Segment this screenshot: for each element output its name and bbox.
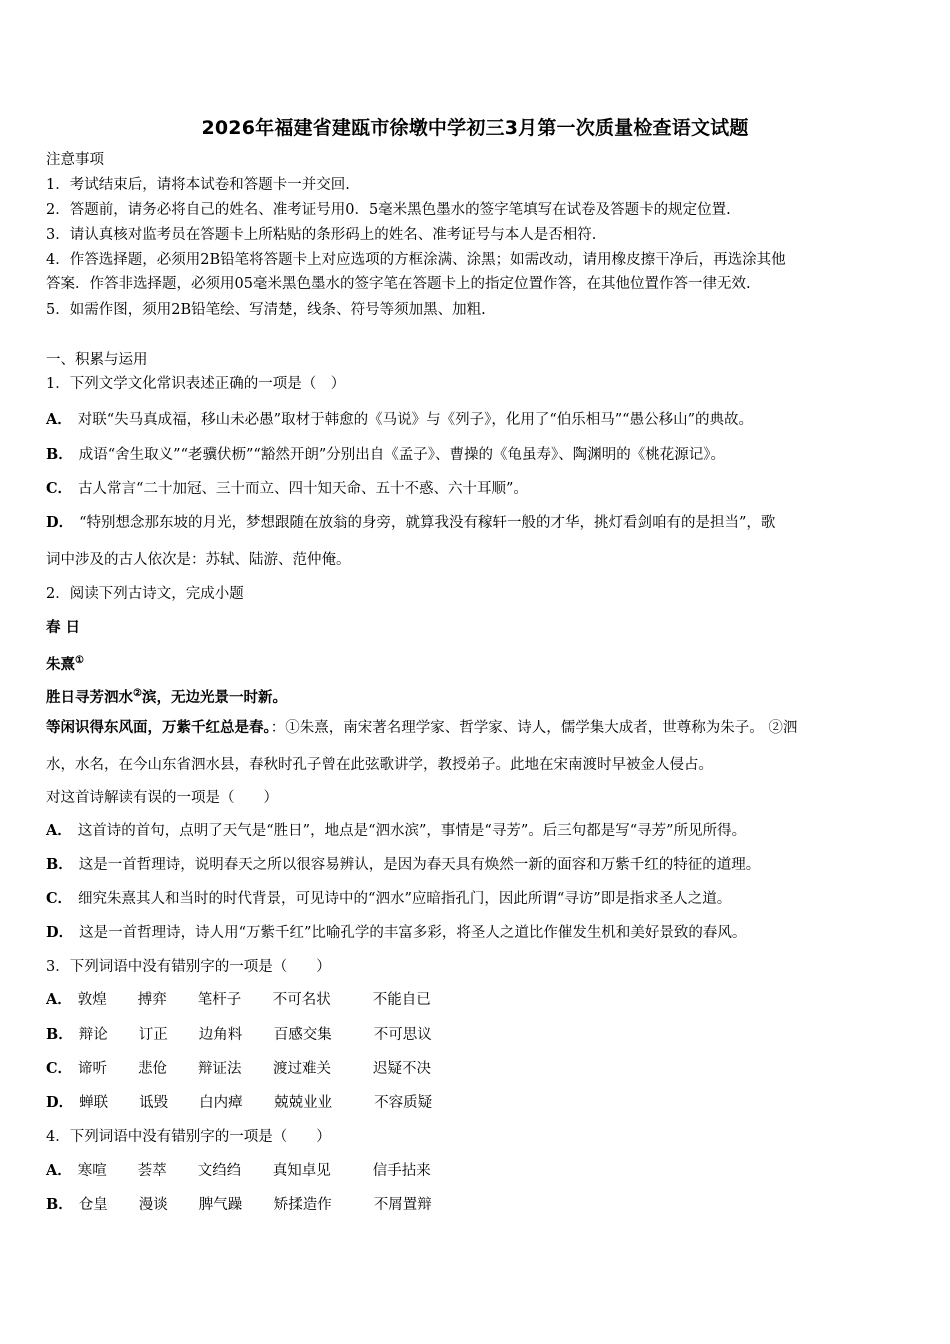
notice-item: 4．作答选择题，必须用2B铅笔将答题卡上对应选项的方框涂满、涂黑；如需改动，请用橡皮擦干净后，再选涂其他	[46, 252, 786, 268]
q2-option-b	[46, 855, 760, 875]
word: 不容质疑	[374, 1095, 433, 1111]
word: 悲伧	[138, 1061, 168, 1077]
poem-title: 春 日	[46, 619, 81, 636]
word: 脾气躁	[198, 1197, 243, 1213]
word: 订正	[138, 1027, 168, 1043]
poem-line-1	[46, 684, 287, 708]
q2-option-a	[46, 821, 746, 841]
author-name: 朱熹	[46, 655, 75, 673]
footnote-mark: ②	[133, 688, 142, 699]
q3-option-b	[46, 1025, 432, 1045]
option-letter: A．	[46, 411, 72, 428]
option-text: 古人常言“二十加冠、三十而立、四十知天命、五十不惑、六十耳顺”。	[78, 481, 528, 497]
page-title: 2026年福建省建瓯市徐墩中学初三3月第一次质量检查语文试题	[201, 117, 749, 139]
notice-item: 1．考试结束后，请将本试卷和答题卡一并交回.	[46, 177, 350, 193]
word: 百感交集	[273, 1027, 332, 1043]
word: 诋毁	[139, 1095, 169, 1111]
word: 荟萃	[137, 1163, 167, 1179]
option-letter: C．	[46, 1060, 73, 1077]
question-1-stem: 1．下列文学文化常识表述正确的一项是（ ）	[46, 376, 346, 392]
q3-option-a	[46, 990, 431, 1010]
q2-option-c	[46, 889, 731, 909]
word: 信手拈来	[372, 1163, 431, 1179]
word: 谛听	[78, 1061, 108, 1077]
word: 不能自已	[372, 992, 431, 1008]
option-letter: C．	[46, 890, 73, 907]
notice-item: 答案．作答非选择题，必须用05毫米黑色墨水的签字笔在答题卡上的指定位置作答，在其他位置作答一律无效.	[46, 276, 751, 292]
annotation-text: ：①朱熹，南宋著名理学家、哲学家、诗人，儒学集大成者，世尊称为朱子。 ②泗	[270, 720, 798, 736]
word: 迟疑不决	[373, 1061, 432, 1077]
poem-text: 等闲识得东风面，万紫千红总是春。	[46, 719, 271, 736]
option-text: 这首诗的首句，点明了天气是“胜日”，地点是“泗水滨”，事情是“寻芳”。后三句都是写“寻芳”所见所得。	[77, 823, 747, 839]
question-2-substem: 对这首诗解读有误的一项是（ ）	[46, 790, 278, 806]
word: 不可思议	[373, 1027, 432, 1043]
q1-option-c	[46, 479, 528, 499]
word: 蝉联	[79, 1095, 109, 1111]
poem-text: 胜日寻芳泗水	[46, 688, 133, 706]
q3-option-d	[46, 1093, 432, 1113]
option-text: 细究朱熹其人和当时的时代背景，可见诗中的“泗水”应暗指孔门，因此所谓“寻访”即是指求圣人之道。	[78, 891, 732, 907]
word: 辩证法	[198, 1061, 242, 1077]
option-letter: D．	[46, 924, 74, 941]
word: 边角料	[198, 1027, 243, 1043]
word: 文绉绉	[197, 1163, 242, 1179]
word: 真知卓见	[272, 1163, 331, 1179]
q1-option-b	[46, 445, 725, 465]
word: 不屑置辩	[373, 1197, 432, 1213]
word: 仓皇	[78, 1197, 108, 1213]
option-letter: C．	[46, 480, 73, 497]
q1-option-d	[46, 513, 775, 533]
option-text: 对联“失马真成福，移山未必愚”取材于韩愈的《马说》与《列子》，化用了“伯乐相马”“愚公移山”的典故。	[77, 412, 753, 428]
word: 寒喧	[77, 1163, 107, 1179]
section-heading: 一、积累与运用	[46, 352, 148, 368]
option-letter: A．	[46, 1162, 72, 1179]
question-4-stem: 4．下列词语中没有错别字的一项是（ ）	[46, 1129, 331, 1145]
option-text: 这是一首哲理诗，诗人用“万紫千红”比喻孔学的丰富多彩，将圣人之道比作催发生机和美好景致的春风。	[79, 925, 747, 941]
word: 搏弈	[137, 992, 167, 1008]
word: 兢兢业业	[274, 1095, 333, 1111]
notice-heading: 注意事项	[46, 152, 104, 168]
word: 辩论	[78, 1027, 108, 1043]
poem-line-2-and-notes	[46, 718, 797, 738]
notice-item: 2．答题前，请务必将自己的姓名、准考证号用0．5毫米黑色墨水的签字笔填写在试卷及答题卡的规定位置.	[46, 202, 731, 218]
question-2-stem: 2．阅读下列古诗文，完成小题	[46, 586, 244, 602]
word: 敦煌	[77, 992, 107, 1008]
q2-option-d	[46, 923, 746, 943]
poem-author	[46, 651, 84, 675]
notice-item: 5．如需作图，须用2B铅笔绘、写清楚，线条、符号等须加黑、加粗.	[46, 302, 486, 318]
question-3-stem: 3．下列词语中没有错别字的一项是（ ）	[46, 959, 331, 975]
option-letter: A．	[46, 822, 72, 839]
option-letter: B．	[46, 1026, 73, 1043]
poem-text: 滨，无边光景一时新。	[141, 688, 287, 706]
q4-option-a	[46, 1161, 431, 1181]
option-letter: D．	[46, 514, 74, 531]
word: 不可名状	[272, 992, 331, 1008]
option-letter: B．	[46, 446, 73, 463]
q1-option-d-continued: 词中涉及的古人依次是：苏轼、陆游、范仲俺。	[46, 552, 351, 568]
word: 漫谈	[138, 1197, 168, 1213]
q4-option-b	[46, 1195, 432, 1215]
annotation-continued: 水，水名，在今山东省泗水县，春秋时孔子曾在此弦歌讲学，教授弟子。此地在宋南渡时早被金人侵占。	[46, 757, 713, 773]
notice-item: 3．请认真核对监考员在答题卡上所粘贴的条形码上的姓名、准考证号与本人是否相符.	[46, 227, 597, 243]
q3-option-c	[46, 1059, 431, 1079]
option-letter: D．	[46, 1094, 74, 1111]
word: 笔杆子	[197, 992, 242, 1008]
word: 渡过难关	[273, 1061, 332, 1077]
option-letter: B．	[46, 856, 73, 873]
word: 白内瘴	[199, 1095, 243, 1111]
option-letter: B．	[46, 1196, 73, 1213]
word: 矫揉造作	[273, 1197, 332, 1213]
q1-option-a	[46, 410, 753, 430]
option-text: “特别想念那东坡的月光，梦想跟随在放翁的身旁，就算我没有稼轩一般的才华，挑灯看剑咱有的是担当”，歌	[79, 515, 776, 531]
option-letter: A．	[46, 991, 72, 1008]
footnote-mark: ①	[75, 655, 84, 666]
option-text: 这是一首哲理诗，说明春天之所以很容易辨认，是因为春天具有焕然一新的面容和万紫千红的特征的道理。	[78, 857, 761, 873]
option-text: 成语“舍生取义”“老骥伏枥”“豁然开朗”分别出自《孟子》、曹操的《龟虽寿》、陶渊明的《桃花源记》。	[78, 447, 725, 463]
